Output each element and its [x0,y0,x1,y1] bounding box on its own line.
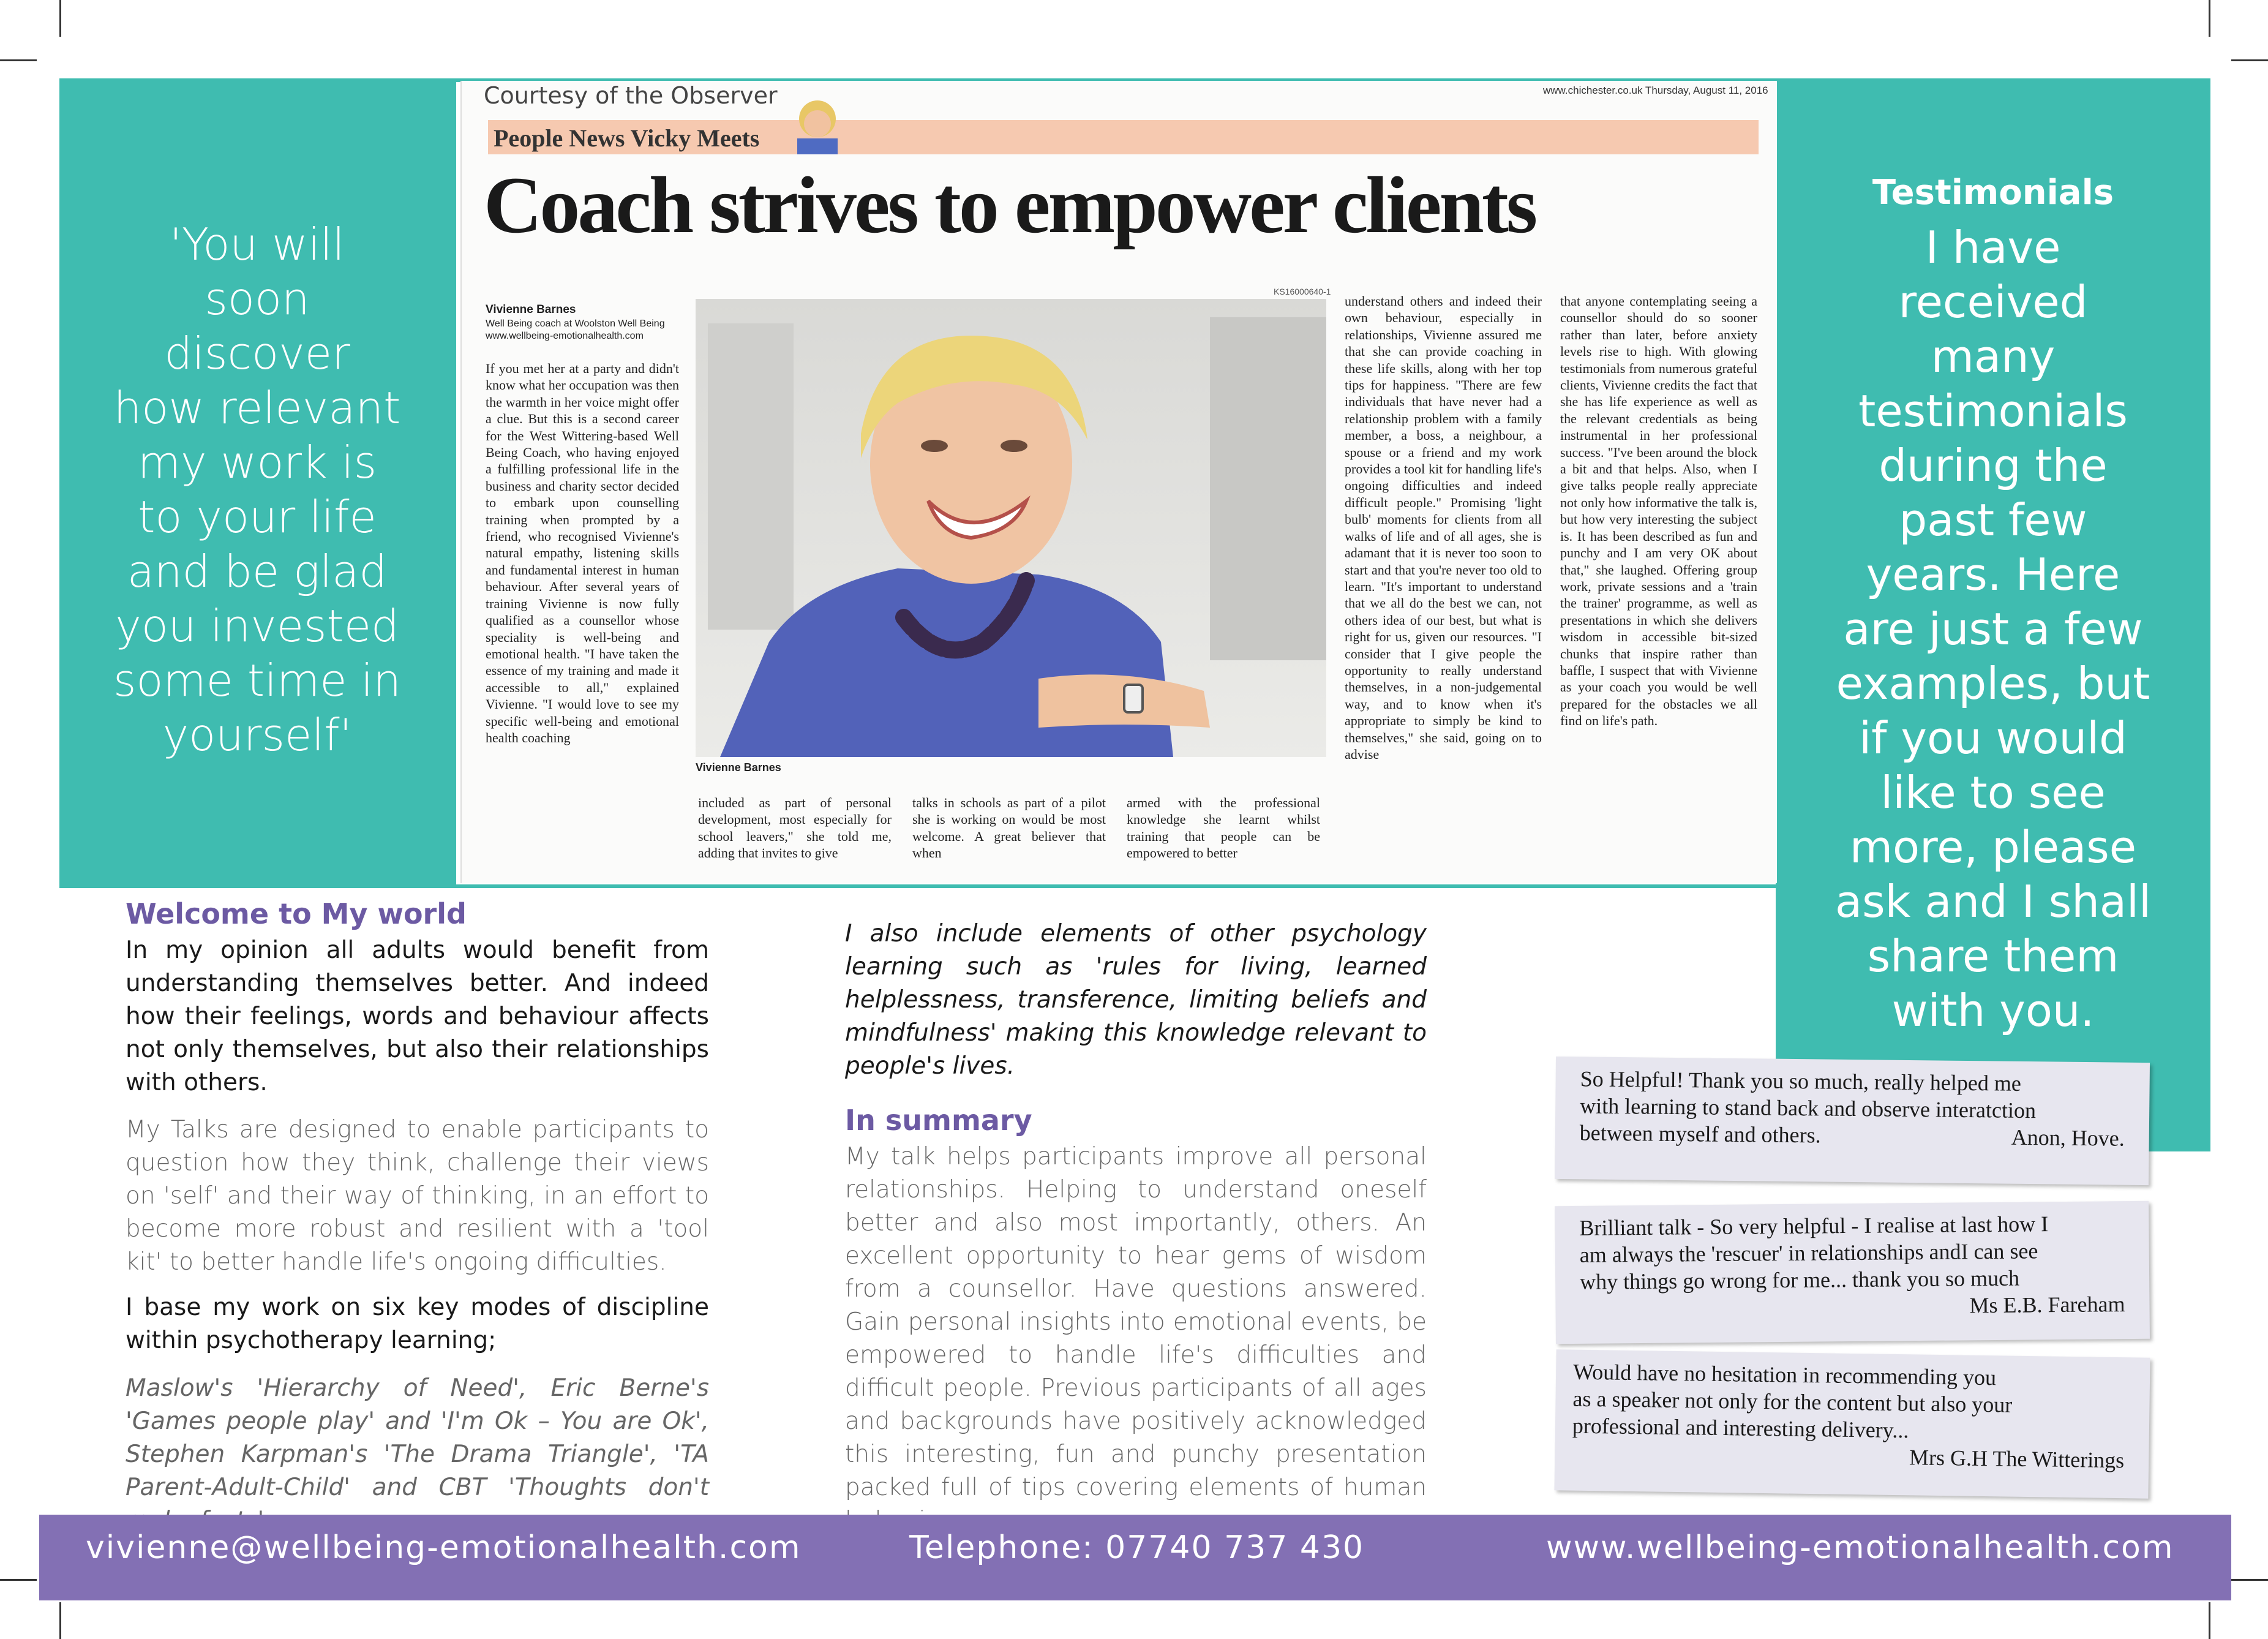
testimonial-line: with learning to stand back and observe interatction [1580,1093,2037,1123]
quote-line: yourself' [162,709,352,761]
crop-mark [0,1579,37,1581]
quote-line: 'You will [170,219,345,270]
crop-mark [59,0,61,37]
testimonials-heading: Testimonials [1872,173,2114,213]
intro-line: during the [1879,440,2108,491]
intro-line: with you. [1891,985,2095,1036]
intro-line: ask and I shall [1835,876,2151,927]
section-label: People News Vicky Meets [494,124,760,152]
welcome-paragraph-1: In my opinion all adults would benefit from understanding themselves better. And indeed how their feelings, words and behaviour affects not only themselves, but also their relationships with others. [126,936,709,1096]
intro-line: like to see [1880,767,2106,818]
testimonial-line: So Helpful! Thank you so much, really helped me [1580,1066,2022,1096]
quote-line: soon [205,273,310,325]
testimonial-card [1554,1349,2150,1499]
summary-paragraph: My talk helps participants improve all personal relationships. Helping to understand oneself better and also most importantly, others. An excellent opportunity to hear gems of wisdom from a counsellor. Have questions answered. Gain personal insights into emotional events, be empowered to handle life's difficulties and difficult people. Previous participants of all ages and backgrounds have positively acknowledged this interesting, fun and punchy presentation packed full of tips covering elements of human [845,1143,1427,1501]
portrait-photo [696,299,1326,757]
intro-line: years. Here [1866,549,2120,600]
quote-line: to your life [138,491,377,543]
quote-line: my work is [137,437,377,488]
byline-title: Well Being coach at Woolston Well Being [486,318,665,329]
crop-mark [2209,1602,2210,1639]
article-column-5: understand others and indeed their own behaviour, especially in relationships, Vivienne assured me that she can provide coaching in these life skills, along with her top tips for happiness. "There are few individuals that have never had a relationship problem with a family member, a boss, a neighbour, a spouse or a friend and my work provides a tool kit for handling life's ongoing difficulties and indeed difficult people." Promising 'light bulb' moments for clients from all walks of life and of all ages, she is adamant that it is never too soon to start and that you're never too old to learn. "It's important to understand that we all do the best we can, not others idea of our best, but what is right for us, given our resources. "I consider that I give people the opportunity to really understand themselves, in a non-judgemental way, and to know when it's appropriate to simply be kind to themselves," she said, going on to advise [1345,293,1542,762]
quote-line: you invested [115,600,399,652]
welcome-paragraph-4: Maslow's 'Hierarchy of Need', Eric Berne's 'Games people play' and 'I'm Ok – You are Ok', Stephen Karpman's 'The Drama Triangle', 'TA Parent-Adult-Child' and CBT 'Thoughts don't [126,1374,709,1501]
article-column-2: included as part of personal development, most especially for school leavers," she told me, adding that invites to give [698,795,892,861]
intro-line: many [1931,331,2056,382]
testimonial-line: professional and interesting delivery... [1572,1413,1909,1443]
crop-mark [2231,1579,2268,1581]
crop-mark [2231,59,2268,61]
intro-line: received [1898,276,2088,328]
testimonial-line: Would have no hesitation in recommending you [1572,1359,1997,1390]
article-column-6: that anyone contemplating seeing a counsellor should do so sooner rather than later, before anxiety levels rise to high. With glowing testimonials from numerous grateful clients, Vivienne credits the fact that she has life experience as well as the relevant credentials as being instrumental in her professional success. "I've been around the block a bit and that helps. Also, when I give talks people really appreciate not only how informative the talk is, but how very interesting the subject is. It has been described as fun and punchy and I am very OK about that," she laughed. Offering group work, private sessions and a 'train the trainer' programme, as well as presentations in which she delivers wisdom in accessible bit-sized chunks that inspire rather than baffle, I suspect that with Vivienne as your coach you would be well prepared for the obstacles we all find on life's path. [1560,293,1757,729]
quote-line: how relevant [113,382,401,434]
intro-line: past few [1899,494,2087,546]
intro-line: examples, but [1836,658,2150,709]
website-link[interactable]: www.wellbeing-emotionalhealth.com [1546,1529,2174,1566]
intro-line: testimonials [1858,385,2128,437]
byline-name: Vivienne Barnes [486,303,576,316]
testimonial-line: between myself and others. [1579,1120,1821,1148]
clipping-bottom-border [456,884,1779,888]
article-headline: Coach strives to empower clients [484,160,1536,250]
email-link[interactable]: vivienne@wellbeing-emotionalhealth.com [86,1529,802,1566]
testimonial-author: Ms E.B. Fareham [1969,1292,2125,1318]
quote-line: and be glad [127,546,388,597]
testimonials-intro [1806,220,2180,1038]
middle-paragraph: I also include elements of other psychology learning such as 'rules for living, learned helplessness, transference, limiting beliefs and mindfulness' making this knowledge relevant to people's lives. [845,920,1427,1080]
testimonial-card [1555,1057,2150,1185]
testimonial-line: as a speaker not only for the content but also your [1572,1386,2013,1417]
welcome-paragraph-3: I base my work on six key modes of discipline within psychotherapy learning; [126,1294,709,1354]
testimonial-card [1555,1201,2150,1344]
article-column-4: armed with the professional knowledge she learnt whilst training that people can be empowered to better [1127,795,1320,861]
pull-quote [92,217,422,763]
photo-reference: KS16000640-1 [1274,287,1331,296]
columnist-avatar-icon [790,93,845,154]
quote-line: some time in [113,655,402,706]
welcome-paragraph-2: My Talks are designed to enable participants to question how they think, challenge their views on 'self' and their way of thinking, in an effort to become more robust and resilient with a 'tool kit' to better handle life's ongoing difficulties. [126,1116,709,1276]
courtesy-credit: Courtesy of the Observer [484,82,778,109]
testimonial-author: Anon, Hove. [2011,1125,2125,1151]
quote-line: discover [164,328,350,379]
testimonial-line: Brilliant talk - So very helpful - I realise at last how I [1579,1211,2049,1240]
article-column-1: If you met her at a party and didn't know what her occupation was then the warmth in her voice might offer a clue. But this is a second career for the West Wittering-based Well Being Coach, who having enjoyed a fulfilling professional life in the business and charity sector decided to embark upon counselling training when prompted by a friend, who recognised Vivienne's natural empathy, listening skills and fundamental interest in human behaviour. After several years of training Vivienne is now fully qualified as a counsellor whose speciality is well-being and emotional health. "I have taken the essence of my training and made it accessible to all," explained Vivienne. "I would love to see my specific well-being and emotional health coaching [486,361,679,745]
intro-line: if you would [1859,712,2127,764]
newspaper-dateline: www.chichester.co.uk Thursday, August 11, 2016 [1543,85,1768,96]
intro-line: more, please [1849,821,2137,873]
photo-caption: Vivienne Barnes [696,761,781,774]
intro-line: are just a few [1843,603,2143,655]
testimonial-author: Mrs G.H The Witterings [1909,1445,2125,1473]
crop-mark [2209,0,2210,37]
article-column-3: talks in schools as part of a pilot she is working on would be most welcome. A great believer that when [912,795,1106,861]
telephone-number[interactable]: Telephone: 07740 737 430 [909,1529,1365,1566]
summary-heading: In summary [845,1104,1032,1137]
byline-url: www.wellbeing-emotionalhealth.com [486,331,644,341]
intro-line: I have [1925,222,2061,273]
welcome-heading: Welcome to My world [126,897,467,930]
testimonial-line: am always the 'rescuer' in relationships andI can see [1579,1238,2038,1267]
intro-line: share them [1867,930,2119,982]
crop-mark [59,1602,61,1639]
crop-mark [0,59,37,61]
testimonial-line: why things go wrong for me... thank you so much [1579,1265,2020,1294]
